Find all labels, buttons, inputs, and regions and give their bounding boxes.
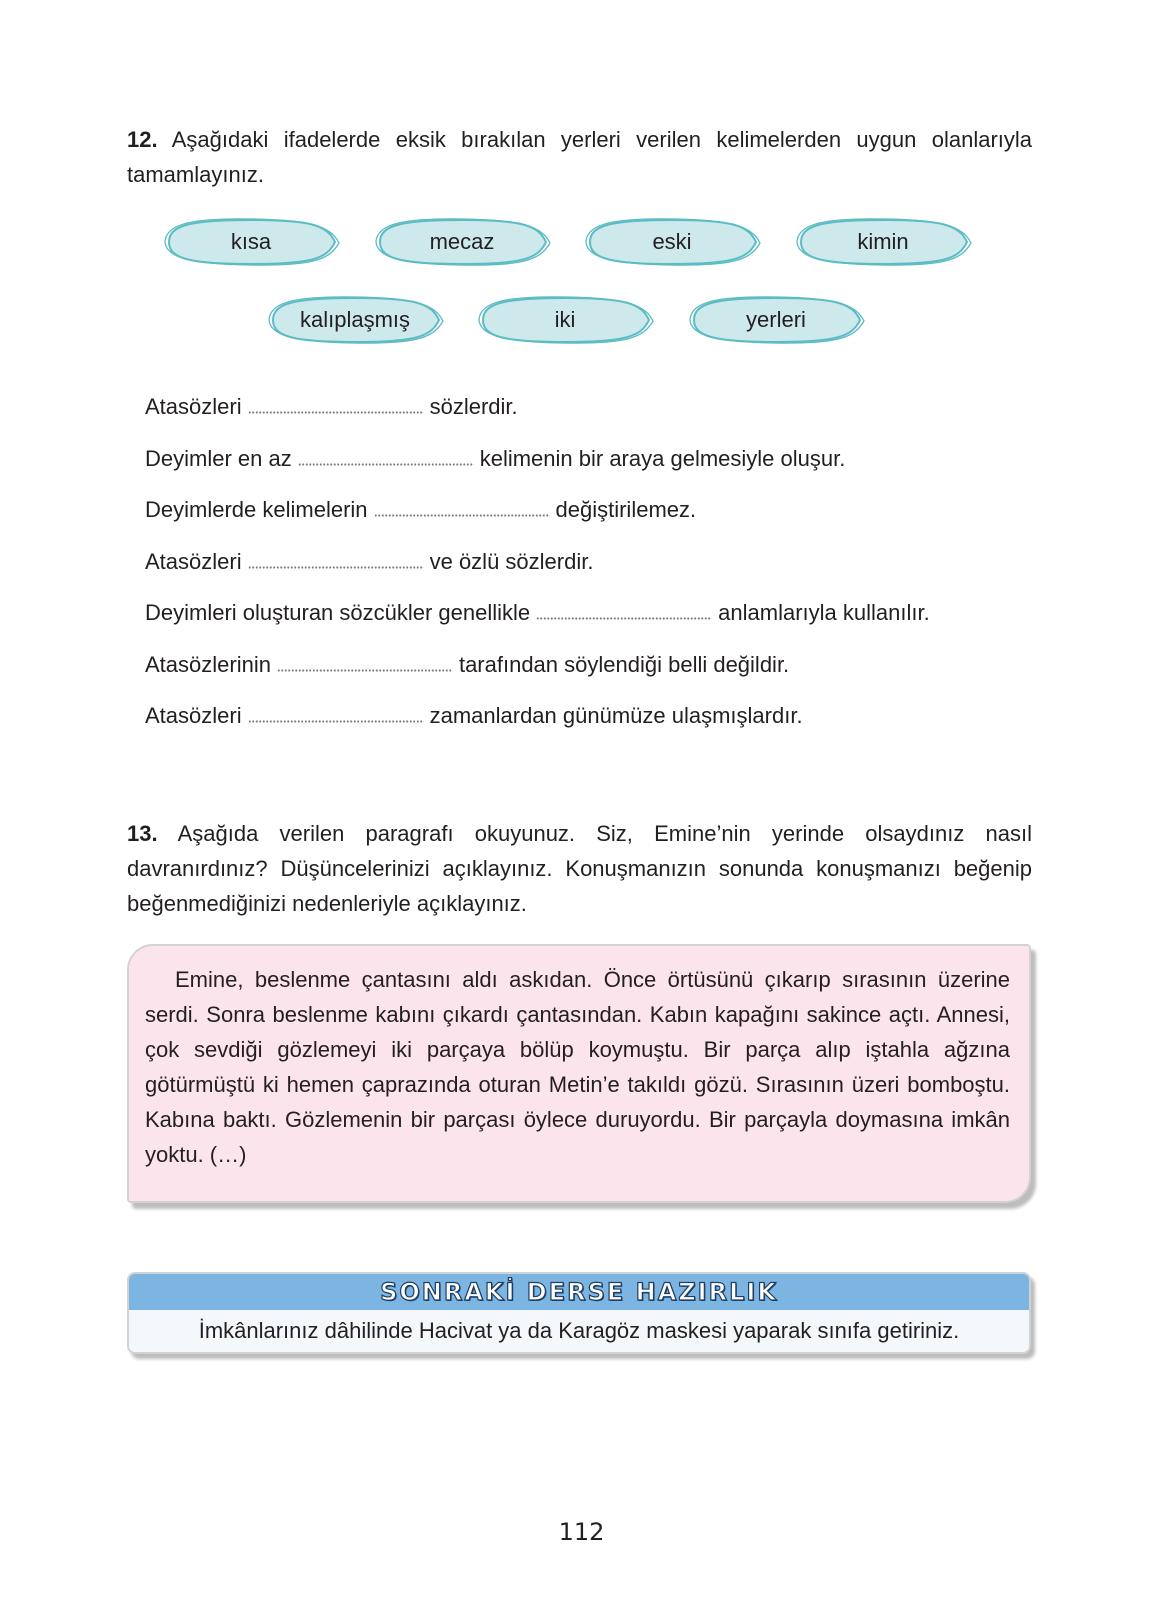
- word-label: eski: [652, 229, 692, 254]
- sentence-end: zamanlardan günümüze ulaşmışlardır.: [429, 703, 803, 728]
- blank-field[interactable]: [277, 654, 453, 672]
- word-label: kalıplaşmış: [299, 307, 411, 332]
- sentence-line: [145, 444, 845, 474]
- word-label: mecaz: [429, 229, 495, 254]
- blank-field[interactable]: [248, 551, 424, 569]
- word-option: [793, 217, 973, 267]
- blank-field[interactable]: [536, 602, 712, 620]
- sentence-end: ve özlü sözlerdir.: [429, 548, 594, 574]
- word-option: [582, 217, 762, 267]
- sentence-line: [145, 547, 593, 577]
- next-lesson-text: İmkânlarınız dâhilinde Hacivat ya da Karagöz maskesi yaparak sınıfa getiriniz.: [198, 1318, 960, 1343]
- sentence-start: Atasözleri: [145, 548, 242, 574]
- blank-field[interactable]: [248, 396, 424, 414]
- sentence-line: [145, 598, 930, 628]
- sentence-line: [145, 701, 803, 731]
- blank-field[interactable]: [298, 448, 474, 466]
- sentence-line: [145, 650, 789, 680]
- word-option: [161, 217, 341, 267]
- question-12: [127, 122, 1032, 192]
- sentence-end: değiştirilemez.: [555, 497, 697, 522]
- story-paragraph: Emine, beslenme çantasını aldı askıdan. Önce örtüsünü çıkarıp sırasının üzerine serdi. Sonra beslenme kabını çıkardı çantasından. Kabın kapağını sakince açtı. Annesi, çok sevdiği gözlemeyi iki parçaya bölüp koymuştu. Bir parça alıp iştahla ağzına götürmüştü ki hemen çaprazında oturan Metin’e takıldı gözü. Sırasının üzeri bomboştu. Kabına baktı. Gözlemenin bir parçası öylece duruyordu. Bir parçayla doymasına imkân yoktu. (…): [145, 967, 1010, 1167]
- sentence-start: Deyimleri oluşturan sözcükler genellikle: [145, 600, 531, 625]
- sentence-start: Deyimlerde kelimelerin: [145, 497, 368, 522]
- next-lesson-title: SONRAKİ DERSE HAZIRLIK: [129, 1274, 1029, 1310]
- blank-field[interactable]: [374, 499, 550, 517]
- word-option: [686, 295, 866, 345]
- sentence-line: [145, 495, 696, 525]
- word-label: iki: [554, 307, 576, 332]
- question-text: Aşağıdaki ifadelerde eksik bırakılan yerleri verilen kelimelerden uygun olanlarıyla tamamlayınız.: [127, 127, 1033, 187]
- word-label: kısa: [230, 229, 272, 254]
- word-label: kimin: [857, 229, 909, 254]
- word-option: [265, 295, 445, 345]
- page-number: 112: [558, 1518, 605, 1546]
- word-label: yerleri: [746, 307, 806, 332]
- word-option: [372, 217, 552, 267]
- sentence-start: Atasözleri: [145, 703, 242, 728]
- sentence-start: Atasözlerinin: [145, 651, 271, 677]
- sentence-start: Deyimler en az: [145, 445, 292, 471]
- sentence-end: kelimenin bir araya gelmesiyle oluşur.: [479, 445, 846, 471]
- question-number: 13.: [127, 821, 158, 846]
- sentence-end: anlamlarıyla kullanılır.: [718, 600, 930, 625]
- sentence-line: [145, 392, 518, 422]
- sentence-end: sözlerdir.: [429, 394, 518, 419]
- blank-field[interactable]: [248, 705, 424, 723]
- sentence-end: tarafından söylendiği belli değildir.: [458, 651, 790, 677]
- question-number: 12.: [127, 127, 158, 152]
- sentence-start: Atasözleri: [145, 394, 242, 419]
- next-lesson-box: [127, 1272, 1031, 1354]
- question-text: Aşağıda verilen paragrafı okuyunuz. Siz, Emine’nin yerinde olsaydınız nasıl davranırdınız? Düşüncelerinizi açıklayınız. Konuşmanızın sonunda konuşmanızı beğenip beğenmediğinizi nedenleriyle açıklayınız.: [127, 821, 1032, 916]
- question-13: [127, 816, 1032, 921]
- word-option: [475, 295, 655, 345]
